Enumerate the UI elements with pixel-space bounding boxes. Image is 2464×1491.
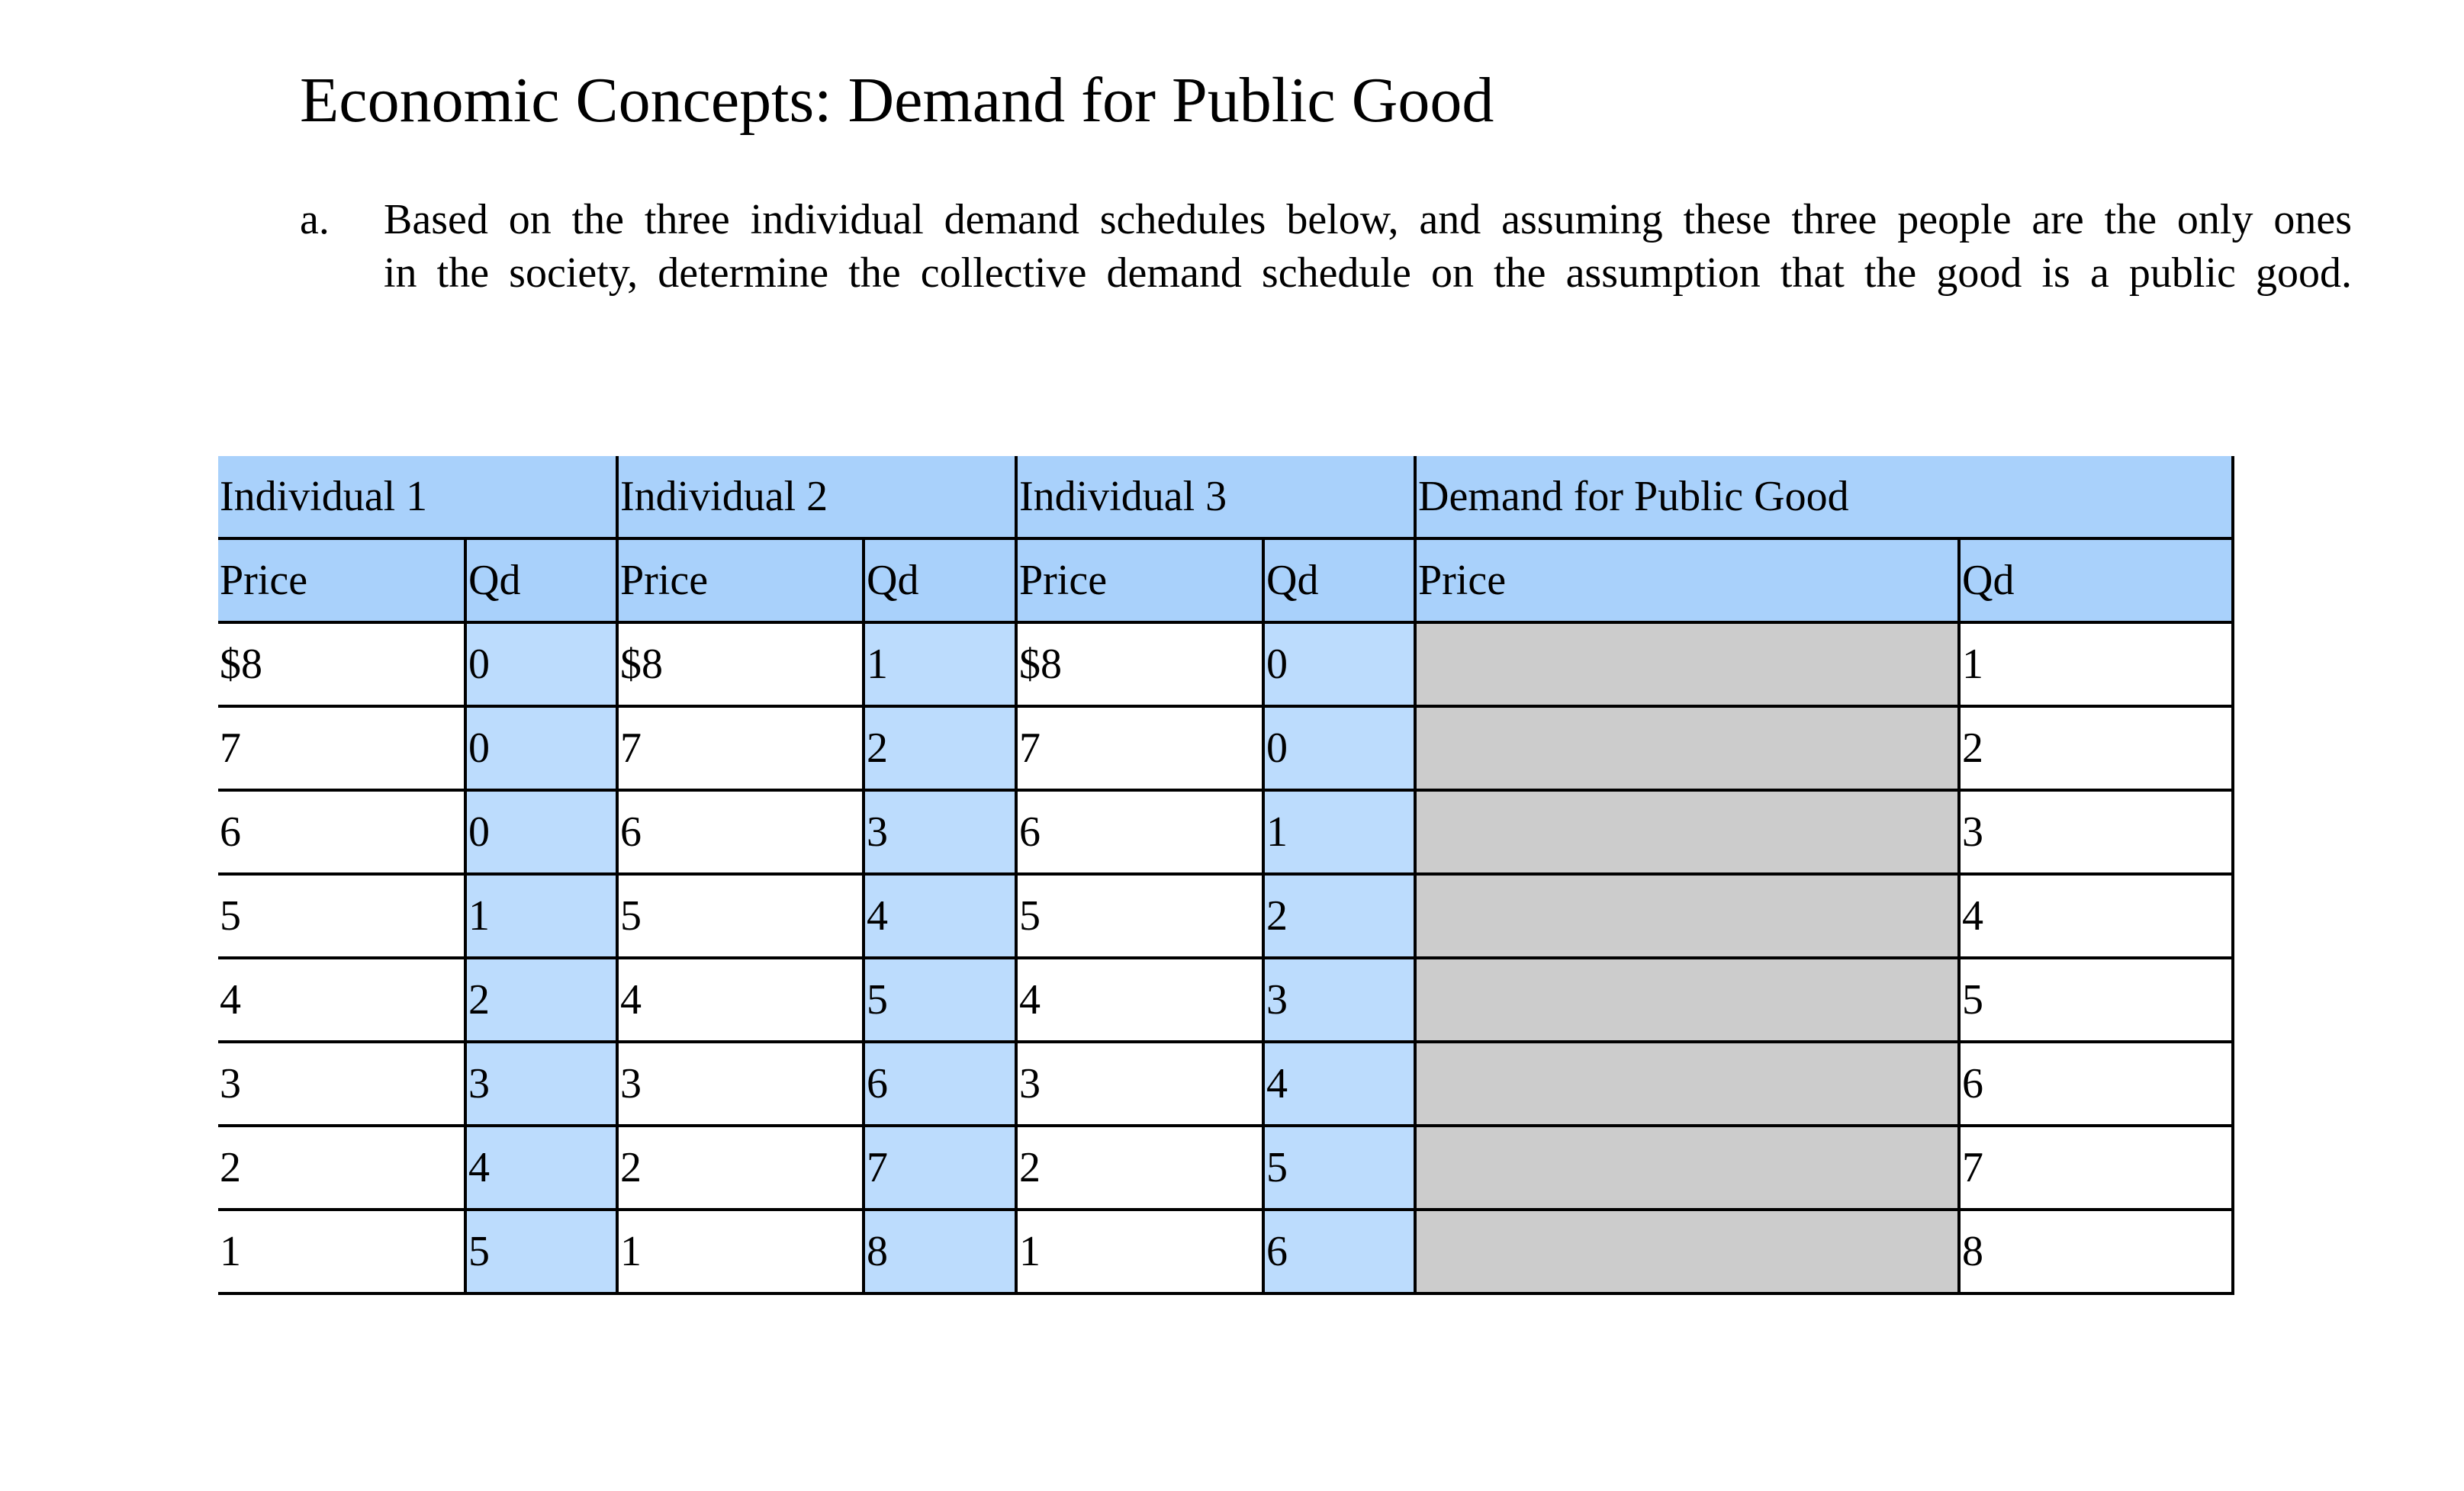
subheader-qd-2: Qd: [864, 538, 1016, 622]
price-cell-individual-1: $8: [218, 622, 465, 706]
qd-cell-individual-3: 6: [1263, 1210, 1415, 1293]
qd-cell-public-good: 8: [1959, 1210, 2233, 1293]
price-cell-individual-3: 6: [1016, 790, 1263, 874]
subheader-qd-public: Qd: [1959, 538, 2233, 622]
price-cell-individual-3: 7: [1016, 706, 1263, 790]
qd-cell-public-good: 4: [1959, 874, 2233, 958]
qd-cell-individual-1: 1: [465, 874, 617, 958]
qd-cell-individual-2: 7: [864, 1126, 1016, 1210]
table-row: [218, 622, 2233, 706]
public-good-price-answer-cell[interactable]: [1415, 958, 1959, 1042]
qd-cell-public-good: 1: [1959, 622, 2233, 706]
group-header-individual-2: Individual 2: [617, 456, 1016, 538]
price-cell-individual-3: 2: [1016, 1126, 1263, 1210]
subheader-qd-1: Qd: [465, 538, 617, 622]
price-cell-individual-3: 4: [1016, 958, 1263, 1042]
qd-cell-public-good: 6: [1959, 1042, 2233, 1126]
qd-cell-individual-3: 0: [1263, 622, 1415, 706]
qd-cell-individual-1: 4: [465, 1126, 617, 1210]
qd-cell-individual-2: 5: [864, 958, 1016, 1042]
qd-cell-public-good: 2: [1959, 706, 2233, 790]
price-cell-individual-3: 5: [1016, 874, 1263, 958]
question-line-2: in the society, determine the collective demand schedule on the assumption that the good is a public good.: [384, 249, 2352, 297]
price-cell-individual-1: 6: [218, 790, 465, 874]
subheader-row: [218, 538, 2233, 622]
question-line-1: Based on the three individual demand schedules below, and assuming these three people are the only ones: [384, 196, 2352, 243]
qd-cell-individual-3: 1: [1263, 790, 1415, 874]
table-row: [218, 1042, 2233, 1126]
table-row: [218, 874, 2233, 958]
subheader-price-1: Price: [218, 538, 465, 622]
group-header-individual-1: Individual 1: [218, 456, 617, 538]
price-cell-individual-1: 4: [218, 958, 465, 1042]
price-cell-individual-1: 7: [218, 706, 465, 790]
question-marker: a.: [300, 196, 330, 243]
public-good-price-answer-cell[interactable]: [1415, 1126, 1959, 1210]
qd-cell-public-good: 5: [1959, 958, 2233, 1042]
qd-cell-individual-2: 1: [864, 622, 1016, 706]
price-cell-individual-1: 3: [218, 1042, 465, 1126]
price-cell-individual-1: 1: [218, 1210, 465, 1293]
price-cell-individual-2: 3: [617, 1042, 864, 1126]
page-title: Economic Concepts: Demand for Public Good: [300, 65, 1494, 136]
public-good-price-answer-cell[interactable]: [1415, 874, 1959, 958]
table-row: [218, 1210, 2233, 1293]
group-header-public-good: Demand for Public Good: [1415, 456, 2233, 538]
qd-cell-individual-1: 5: [465, 1210, 617, 1293]
price-cell-individual-2: 1: [617, 1210, 864, 1293]
price-cell-individual-2: 4: [617, 958, 864, 1042]
price-cell-individual-1: 2: [218, 1126, 465, 1210]
public-good-price-answer-cell[interactable]: [1415, 622, 1959, 706]
price-cell-individual-2: 7: [617, 706, 864, 790]
qd-cell-individual-2: 6: [864, 1042, 1016, 1126]
subheader-qd-3: Qd: [1263, 538, 1415, 622]
price-cell-individual-3: $8: [1016, 622, 1263, 706]
question-text: [384, 193, 2352, 300]
qd-cell-individual-3: 5: [1263, 1126, 1415, 1210]
group-header-row: [218, 456, 2233, 538]
table-row: [218, 790, 2233, 874]
subheader-price-2: Price: [617, 538, 864, 622]
qd-cell-individual-1: 2: [465, 958, 617, 1042]
price-cell-individual-2: 2: [617, 1126, 864, 1210]
price-cell-individual-1: 5: [218, 874, 465, 958]
qd-cell-individual-3: 2: [1263, 874, 1415, 958]
qd-cell-individual-1: 0: [465, 790, 617, 874]
public-good-price-answer-cell[interactable]: [1415, 1210, 1959, 1293]
qd-cell-individual-2: 2: [864, 706, 1016, 790]
table-row: [218, 1126, 2233, 1210]
demand-schedule-table: [218, 456, 2234, 1295]
price-cell-individual-2: 6: [617, 790, 864, 874]
qd-cell-individual-1: 0: [465, 706, 617, 790]
qd-cell-individual-2: 4: [864, 874, 1016, 958]
public-good-price-answer-cell[interactable]: [1415, 790, 1959, 874]
qd-cell-individual-3: 3: [1263, 958, 1415, 1042]
price-cell-individual-2: $8: [617, 622, 864, 706]
public-good-price-answer-cell[interactable]: [1415, 1042, 1959, 1126]
qd-cell-individual-2: 8: [864, 1210, 1016, 1293]
price-cell-individual-3: 3: [1016, 1042, 1263, 1126]
table-row: [218, 958, 2233, 1042]
qd-cell-public-good: 3: [1959, 790, 2233, 874]
qd-cell-individual-1: 3: [465, 1042, 617, 1126]
price-cell-individual-3: 1: [1016, 1210, 1263, 1293]
public-good-price-answer-cell[interactable]: [1415, 706, 1959, 790]
subheader-price-3: Price: [1016, 538, 1263, 622]
qd-cell-individual-2: 3: [864, 790, 1016, 874]
qd-cell-public-good: 7: [1959, 1126, 2233, 1210]
price-cell-individual-2: 5: [617, 874, 864, 958]
qd-cell-individual-3: 4: [1263, 1042, 1415, 1126]
qd-cell-individual-1: 0: [465, 622, 617, 706]
subheader-price-public: Price: [1415, 538, 1959, 622]
qd-cell-individual-3: 0: [1263, 706, 1415, 790]
table-row: [218, 706, 2233, 790]
group-header-individual-3: Individual 3: [1016, 456, 1415, 538]
